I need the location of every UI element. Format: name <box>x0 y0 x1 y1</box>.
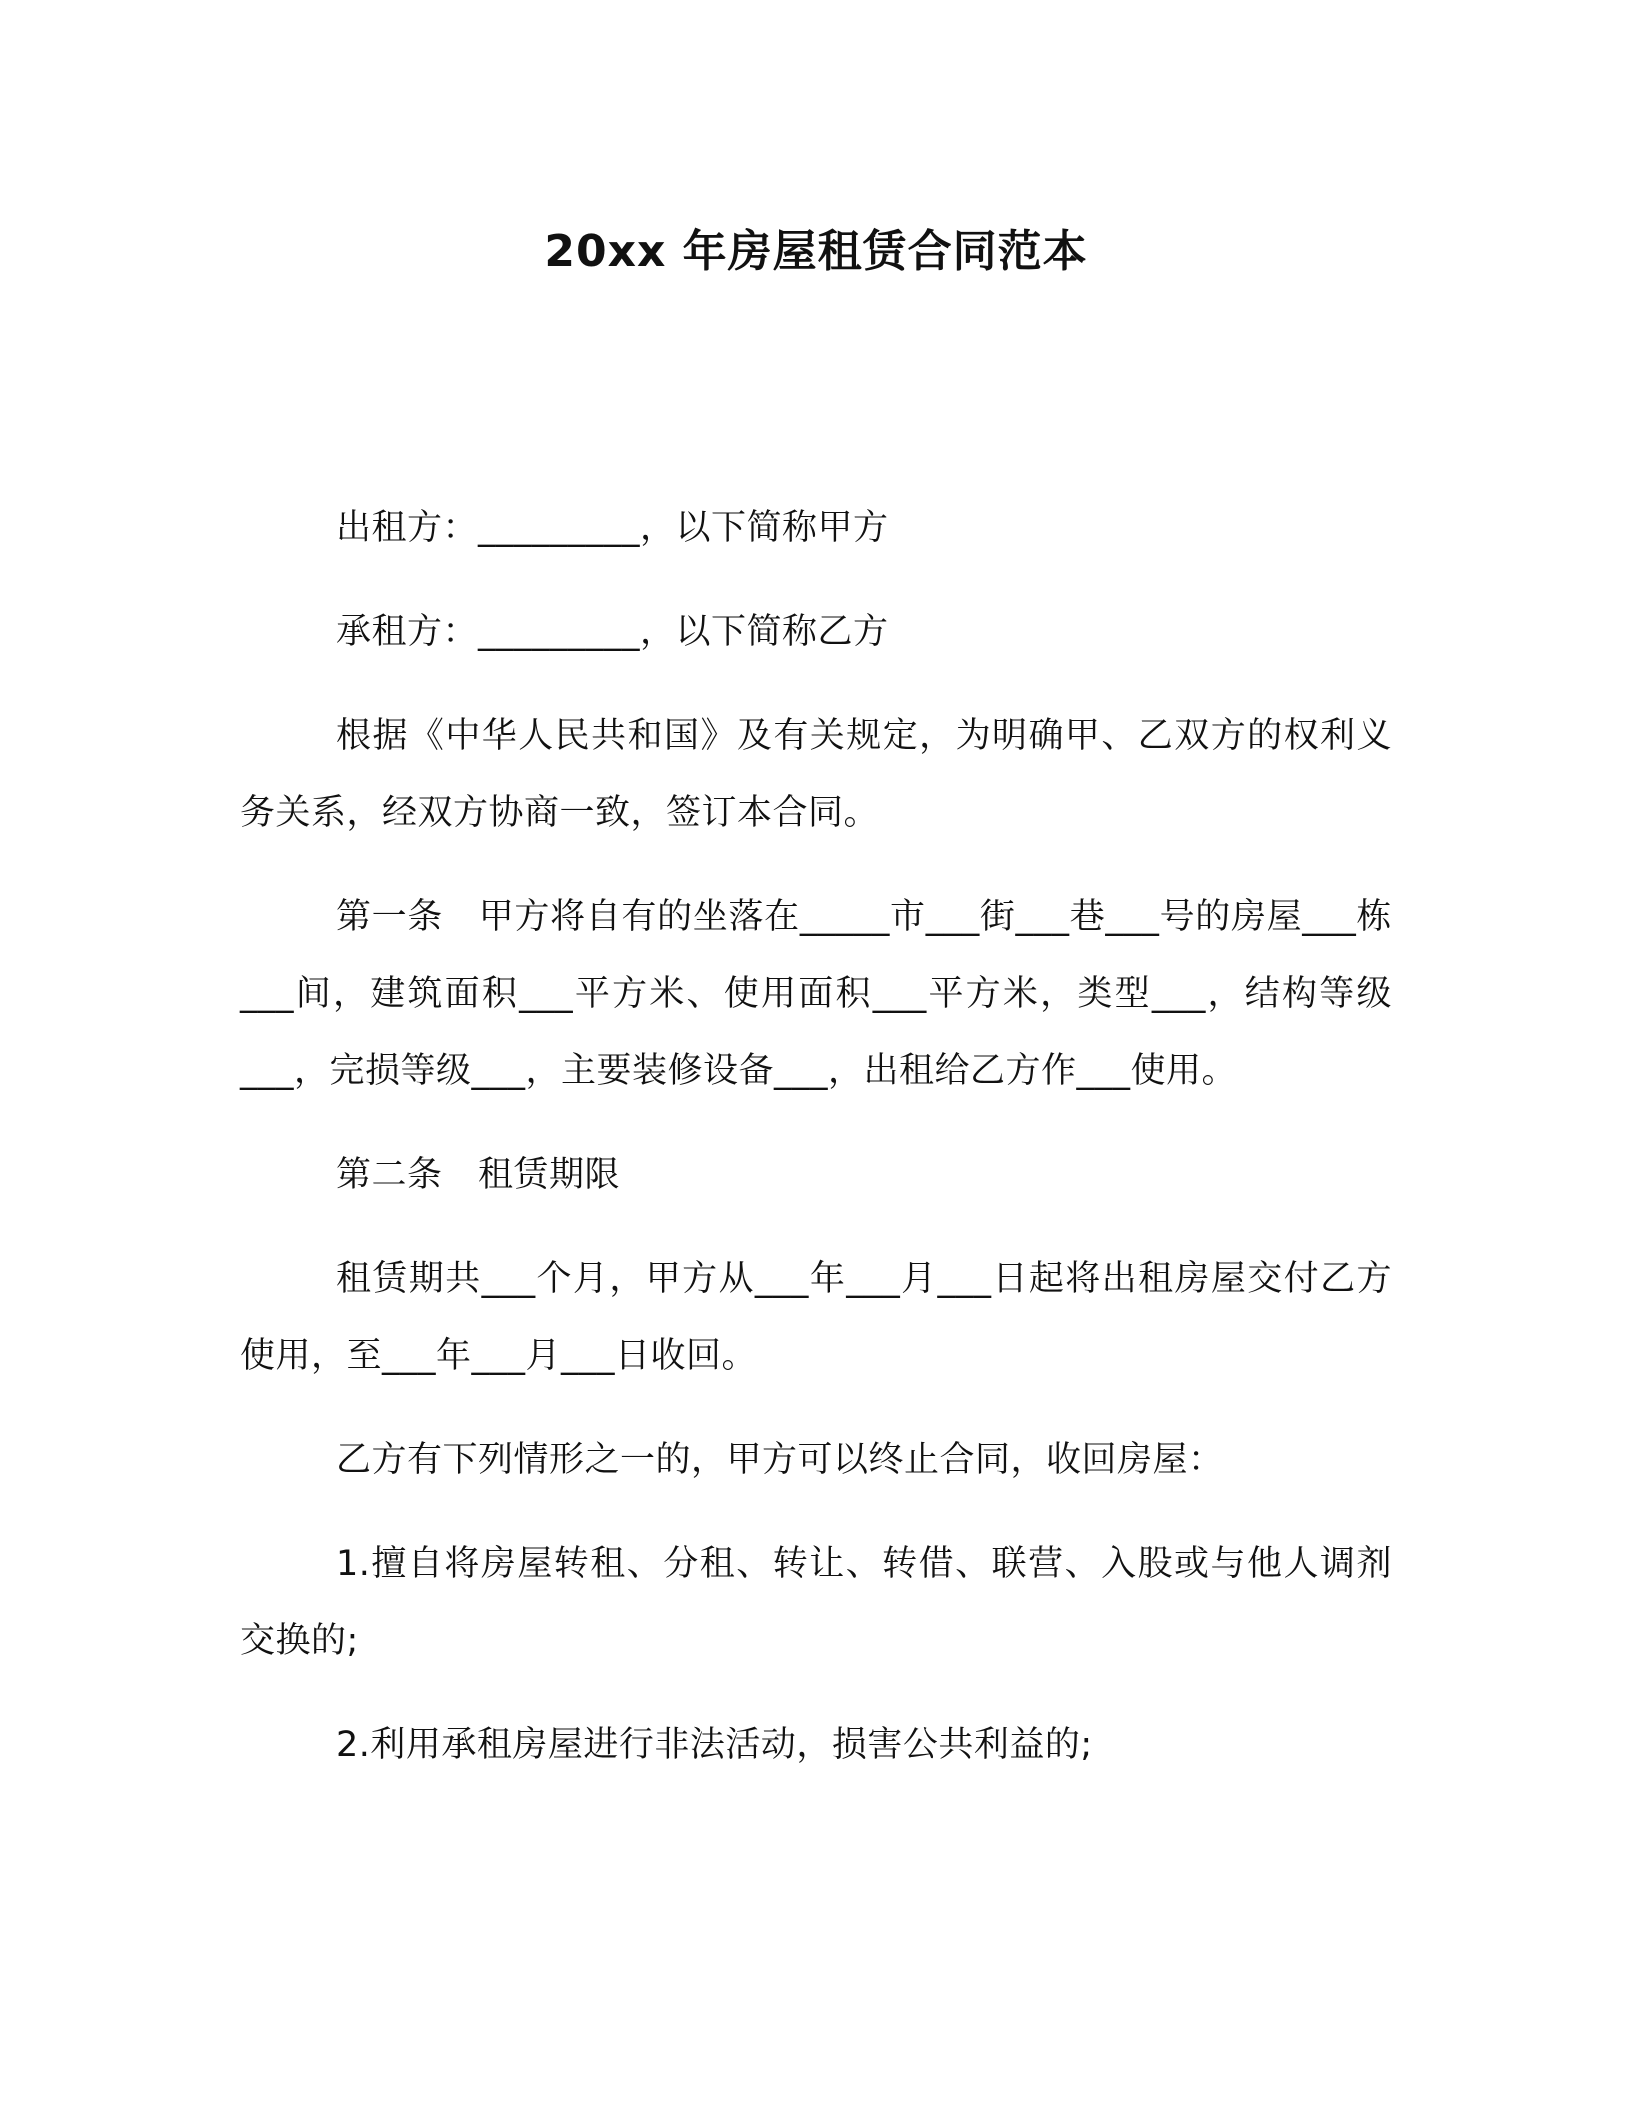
paragraph-lease-term: 租赁期共___个月，甲方从___年___月___日起将出租房屋交付乙方使用，至___年___月___日收回。 <box>240 1259 1392 1376</box>
paragraph-lessor: 出租方：_________，以下简称甲方 <box>336 508 889 548</box>
paragraph-termination-item-1: 1.擅自将房屋转租、分租、转让、转借、联营、入股或与他人调剂交换的; <box>240 1544 1392 1661</box>
document-body <box>240 490 1392 1811</box>
paragraph-termination-item-2: 2.利用承租房屋进行非法活动，损害公共利益的; <box>336 1725 1093 1765</box>
paragraph-preamble: 根据《中华人民共和国》及有关规定，为明确甲、乙双方的权利义务关系，经双方协商一致，签订本合同。 <box>240 716 1392 833</box>
paragraph-lessee: 承租方：_________，以下简称乙方 <box>336 612 889 652</box>
paragraph-termination-intro: 乙方有下列情形之一的，甲方可以终止合同，收回房屋： <box>336 1440 1224 1480</box>
paragraph-article-1: 第一条 甲方将自有的坐落在_____市___街___巷___号的房屋___栋___间，建筑面积___平方米、使用面积___平方米，类型___，结构等级___，完损等级___，主要装修设备___，出租给乙方作___使用。 <box>240 897 1392 1091</box>
paragraph-article-2-heading: 第二条 租赁期限 <box>336 1155 621 1195</box>
document-title: 20xx 年房屋租赁合同范本 <box>544 226 1088 277</box>
